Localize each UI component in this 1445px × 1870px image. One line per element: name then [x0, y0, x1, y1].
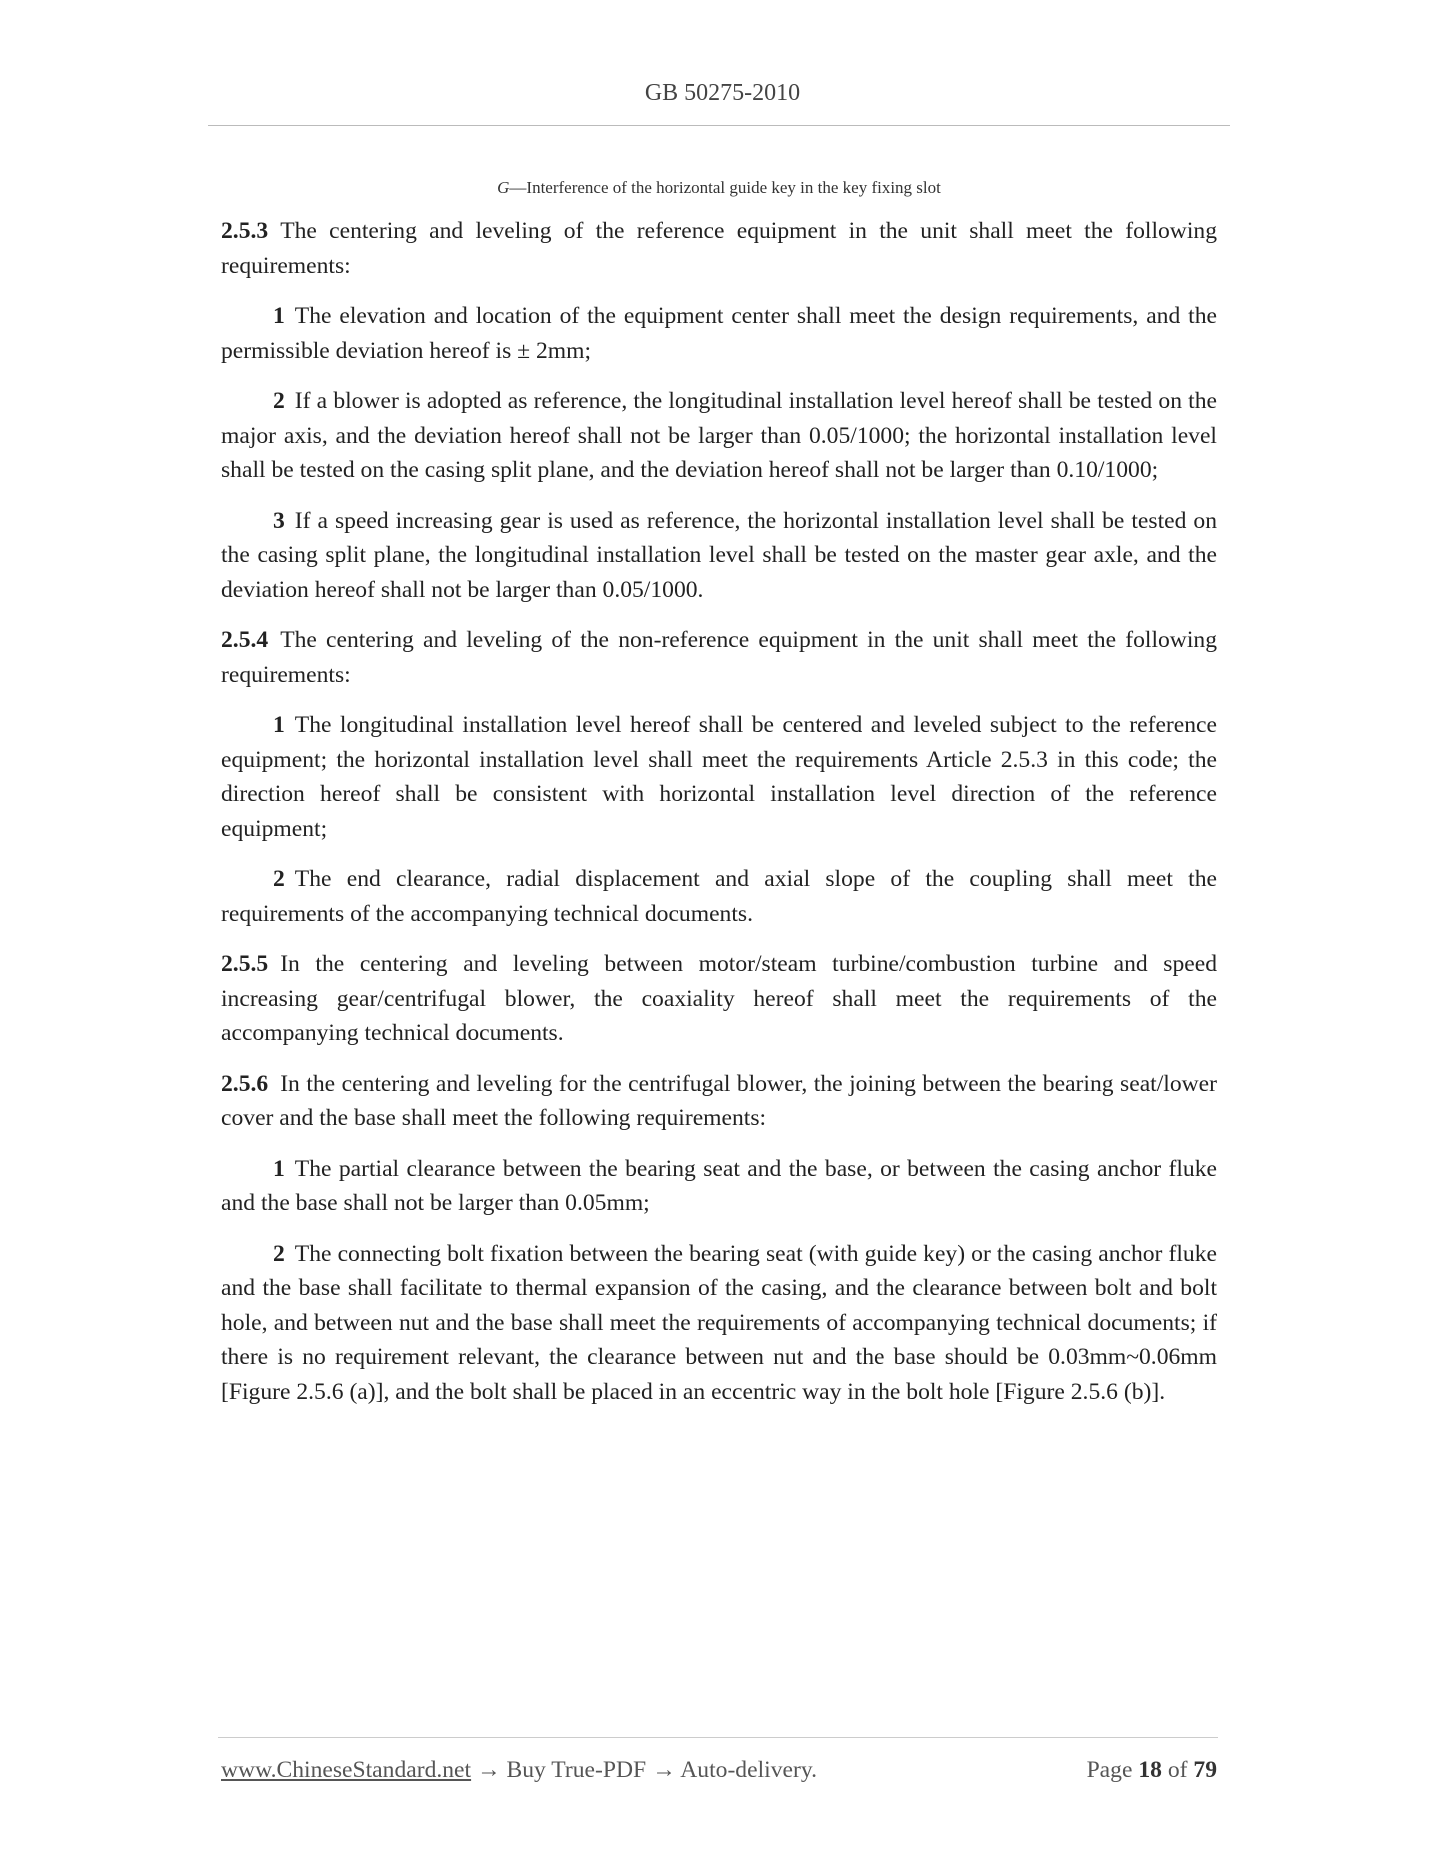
clause-number: 2.5.4: [221, 627, 269, 653]
clause-2-5-6: [221, 1067, 1217, 1136]
clause-text: The centering and leveling of the reference equipment in the unit shall meet the following requirements:: [221, 218, 1217, 279]
clause-item: [221, 708, 1217, 846]
clause-2-5-5: [221, 947, 1217, 1051]
item-text: The elevation and location of the equipment center shall meet the design requirements, and the permissible deviation hereof is ± 2mm;: [221, 303, 1217, 364]
arrow-right-icon: →: [477, 1757, 501, 1783]
clause-item: [221, 1152, 1217, 1221]
auto-delivery-text: Auto-delivery.: [680, 1757, 817, 1783]
clause-item: [221, 384, 1217, 488]
clause-2-5-4: [221, 623, 1217, 692]
item-number: 1: [273, 303, 285, 329]
item-number: 1: [273, 712, 285, 738]
item-text: The connecting bolt fixation between the bearing seat (with guide key) or the casing anchor fluke and the base shall facilitate to thermal expansion of the casing, and the clearance between bolt and bolt hole, and between nut and the base shall meet the requirements of accompanying technical documents; if there is no requirement relevant, the clearance between nut and the base should be 0.03mm~0.06mm [Figure 2.5.6 (a)], and the bolt shall be placed in an eccentric way in the bolt hole [Figure 2.5.6 (b)].: [221, 1240, 1217, 1405]
current-page-number: 18: [1138, 1757, 1162, 1783]
clause-number: 2.5.5: [221, 951, 269, 977]
item-text: The longitudinal installation level hereof shall be centered and leveled subject to the reference equipment; the horizontal installation level shall meet the requirements Article 2.5.3 in this code; the direction hereof shall be consistent with horizontal installation level direction of the reference equipment;: [221, 712, 1217, 842]
item-text: The end clearance, radial displacement and axial slope of the coupling shall meet the requirements of the accompanying technical documents.: [221, 866, 1217, 927]
of-label: of: [1167, 1757, 1188, 1783]
item-text: If a blower is adopted as reference, the longitudinal installation level hereof shall be tested on the major axis, and the deviation hereof shall not be larger than 0.05/1000; the horizontal installation level shall be tested on the casing split plane, and the deviation hereof shall not be larger than 0.10/1000;: [221, 388, 1217, 483]
item-number: 2: [273, 388, 285, 414]
page-body: [221, 176, 1217, 1425]
clause-text: The centering and leveling of the non-reference equipment in the unit shall meet the following requirements:: [221, 627, 1217, 688]
header-divider: [208, 125, 1230, 126]
figure-caption-legend: [221, 176, 1217, 200]
page-label: Page: [1086, 1757, 1133, 1783]
clause-item: [221, 862, 1217, 931]
item-number: 1: [273, 1155, 285, 1182]
clause-number: 2.5.6: [221, 1070, 269, 1097]
clause-item: [221, 299, 1217, 368]
item-number: 3: [273, 507, 285, 534]
document-header-title: GB 50275-2010: [644, 80, 801, 106]
clause-text: In the centering and leveling for the centrifugal blower, the joining between the bearing seat/lower cover and the base shall meet the following requirements:: [221, 1070, 1217, 1131]
item-number: 2: [273, 1240, 285, 1267]
clause-2-5-3: [221, 214, 1217, 283]
clause-item: [221, 504, 1217, 608]
clause-item: [221, 1237, 1217, 1410]
footer-promo: [221, 1753, 817, 1787]
item-text: The partial clearance between the bearing seat and the base, or between the casing anchor fluke and the base shall not be larger than 0.05mm;: [221, 1155, 1217, 1216]
clause-text: In the centering and leveling between motor/steam turbine/combustion turbine and speed increasing gear/centrifugal blower, the coaxiality hereof shall meet the requirements of the accompanying technical documents.: [221, 951, 1217, 1046]
page-indicator: [1087, 1753, 1217, 1787]
website-link[interactable]: www.ChineseStandard.net: [221, 1757, 472, 1783]
item-text: If a speed increasing gear is used as reference, the horizontal installation level shall be tested on the casing split plane, the longitudinal installation level shall be tested on the master gear axle, and the deviation hereof shall not be larger than 0.05/1000.: [221, 507, 1217, 603]
buy-pdf-text: Buy True-PDF: [506, 1757, 647, 1783]
total-pages: 79: [1193, 1757, 1217, 1783]
arrow-right-icon: →: [652, 1757, 676, 1783]
footer-divider: [218, 1737, 1218, 1738]
caption-variable: G: [497, 178, 510, 197]
clause-number: 2.5.3: [221, 218, 269, 244]
item-number: 2: [273, 866, 285, 892]
caption-text: —Interference of the horizontal guide key in the key fixing slot: [509, 178, 941, 197]
